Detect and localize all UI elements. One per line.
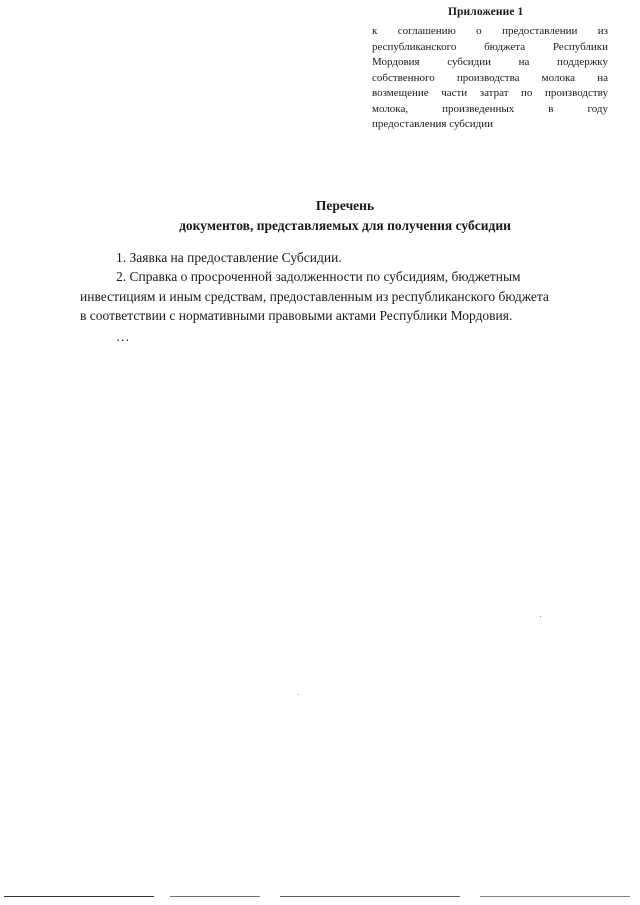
annex-line: предоставления субсидии (372, 118, 494, 130)
list-item-line: инвестициям и иным средствам, предоставленным из республиканского бюджета (80, 288, 549, 304)
list-item: 1. Заявка на предоставление Субсидии. (116, 250, 342, 265)
scan-speck (540, 616, 541, 617)
scan-edge-line (4, 896, 154, 897)
scan-edge-line (170, 896, 260, 897)
scan-edge-line (480, 896, 630, 897)
document-title: Перечень (315, 198, 375, 213)
list-item-line: 2. Справка о просроченной задолженности по субсидиям, бюджетным (116, 269, 521, 284)
document-subtitle: документов, представляемых для получения субсидии (179, 218, 511, 233)
annex-line: возмещение части затрат по производству (372, 87, 608, 99)
annex-line: Мордовия субсидии на поддержку (372, 56, 608, 68)
annex-title: Приложение 1 (448, 6, 524, 18)
annex-line: собственного производства молока на (372, 71, 608, 84)
list-item-line: в соответствии с нормативными правовыми актами Республики Мордовия. (80, 308, 513, 323)
annex-line: республиканского бюджета Республики (372, 40, 608, 53)
scan-speck (298, 694, 299, 695)
annex-line: к соглашению о предоставлении из (372, 25, 608, 37)
list-item (80, 267, 610, 326)
annex-description (372, 24, 608, 133)
annex-line: молока, произведенных в году (372, 102, 608, 115)
ellipsis: … (116, 329, 131, 344)
scan-edge-line (280, 896, 460, 897)
